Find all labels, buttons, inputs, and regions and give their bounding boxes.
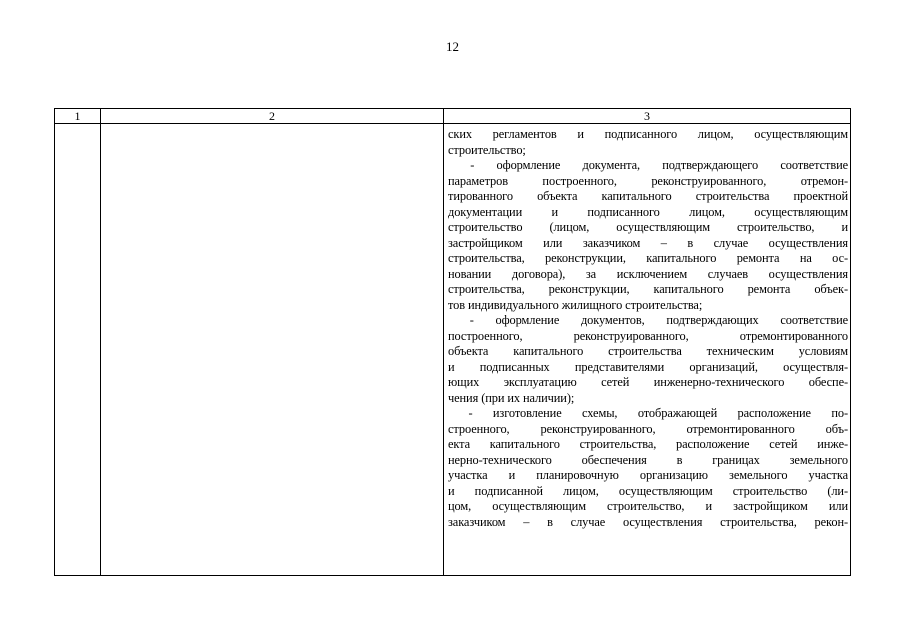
text-line: чения (при их наличии);: [448, 390, 575, 405]
text-line: и подписанных представителями организаций, осуществля-: [448, 359, 848, 374]
text-line: - оформление документа, подтверждающего соответствие: [448, 158, 849, 172]
requirements-text: [448, 127, 848, 530]
text-line: строенного, реконструированного, отремонтированного объ-: [448, 421, 848, 436]
table-cell-col1: [55, 124, 101, 576]
document-table: [54, 108, 851, 576]
text-line: екта капитального строительства, расположение сетей инже-: [448, 437, 848, 451]
table-header-row: [55, 109, 851, 124]
table-row: [55, 124, 851, 576]
text-line: тированного объекта капитального строительства проектной: [448, 189, 848, 203]
text-line: новании договора), за исключением случаев осуществления: [448, 266, 848, 281]
text-line: участка и планировочную организацию земельного участка: [448, 468, 848, 482]
text-line: и подписанной лицом, осуществляющим строительство (ли-: [448, 483, 848, 498]
column-header-1: 1: [55, 109, 101, 124]
text-line: построенного, реконструированного, отремонтированного: [448, 328, 848, 343]
text-line: документации и подписанного лицом, осуществляющим: [448, 204, 848, 219]
text-line: цом, осуществляющим строительство, и застройщиком или: [448, 499, 848, 513]
page-number: 12: [446, 39, 459, 54]
column-header-3: 3: [444, 109, 851, 124]
text-line: строительство (лицом, осуществляющим строительство, и: [448, 220, 848, 234]
text-line: параметров построенного, реконструированного, отремон-: [448, 173, 848, 188]
column-header-2: 2: [101, 109, 444, 124]
text-line: тов индивидуального жилищного строительства;: [448, 297, 703, 312]
text-line: - изготовление схемы, отображающей расположение по-: [448, 406, 848, 420]
text-line: нерно-технического обеспечения в границах земельного: [448, 452, 848, 467]
table-cell-col2: [101, 124, 444, 576]
text-line: строительства, реконструкции, капитального ремонта объек-: [448, 282, 848, 296]
text-line: ющих эксплуатацию сетей инженерно-технического обеспе-: [448, 375, 848, 389]
text-line: заказчиком – в случае осуществления строительства, рекон-: [448, 514, 848, 529]
text-line: строительства, реконструкции, капитального ремонта на ос-: [448, 251, 848, 265]
text-line: застройщиком или заказчиком – в случае осуществления: [448, 235, 848, 250]
text-line: ских регламентов и подписанного лицом, осуществляющим: [448, 127, 848, 141]
text-line: - оформление документов, подтверждающих соответствие: [448, 313, 849, 327]
text-line: строительство;: [448, 142, 526, 157]
text-line: объекта капитального строительства техническим условиям: [448, 344, 848, 358]
table-cell-col3: [444, 124, 851, 576]
